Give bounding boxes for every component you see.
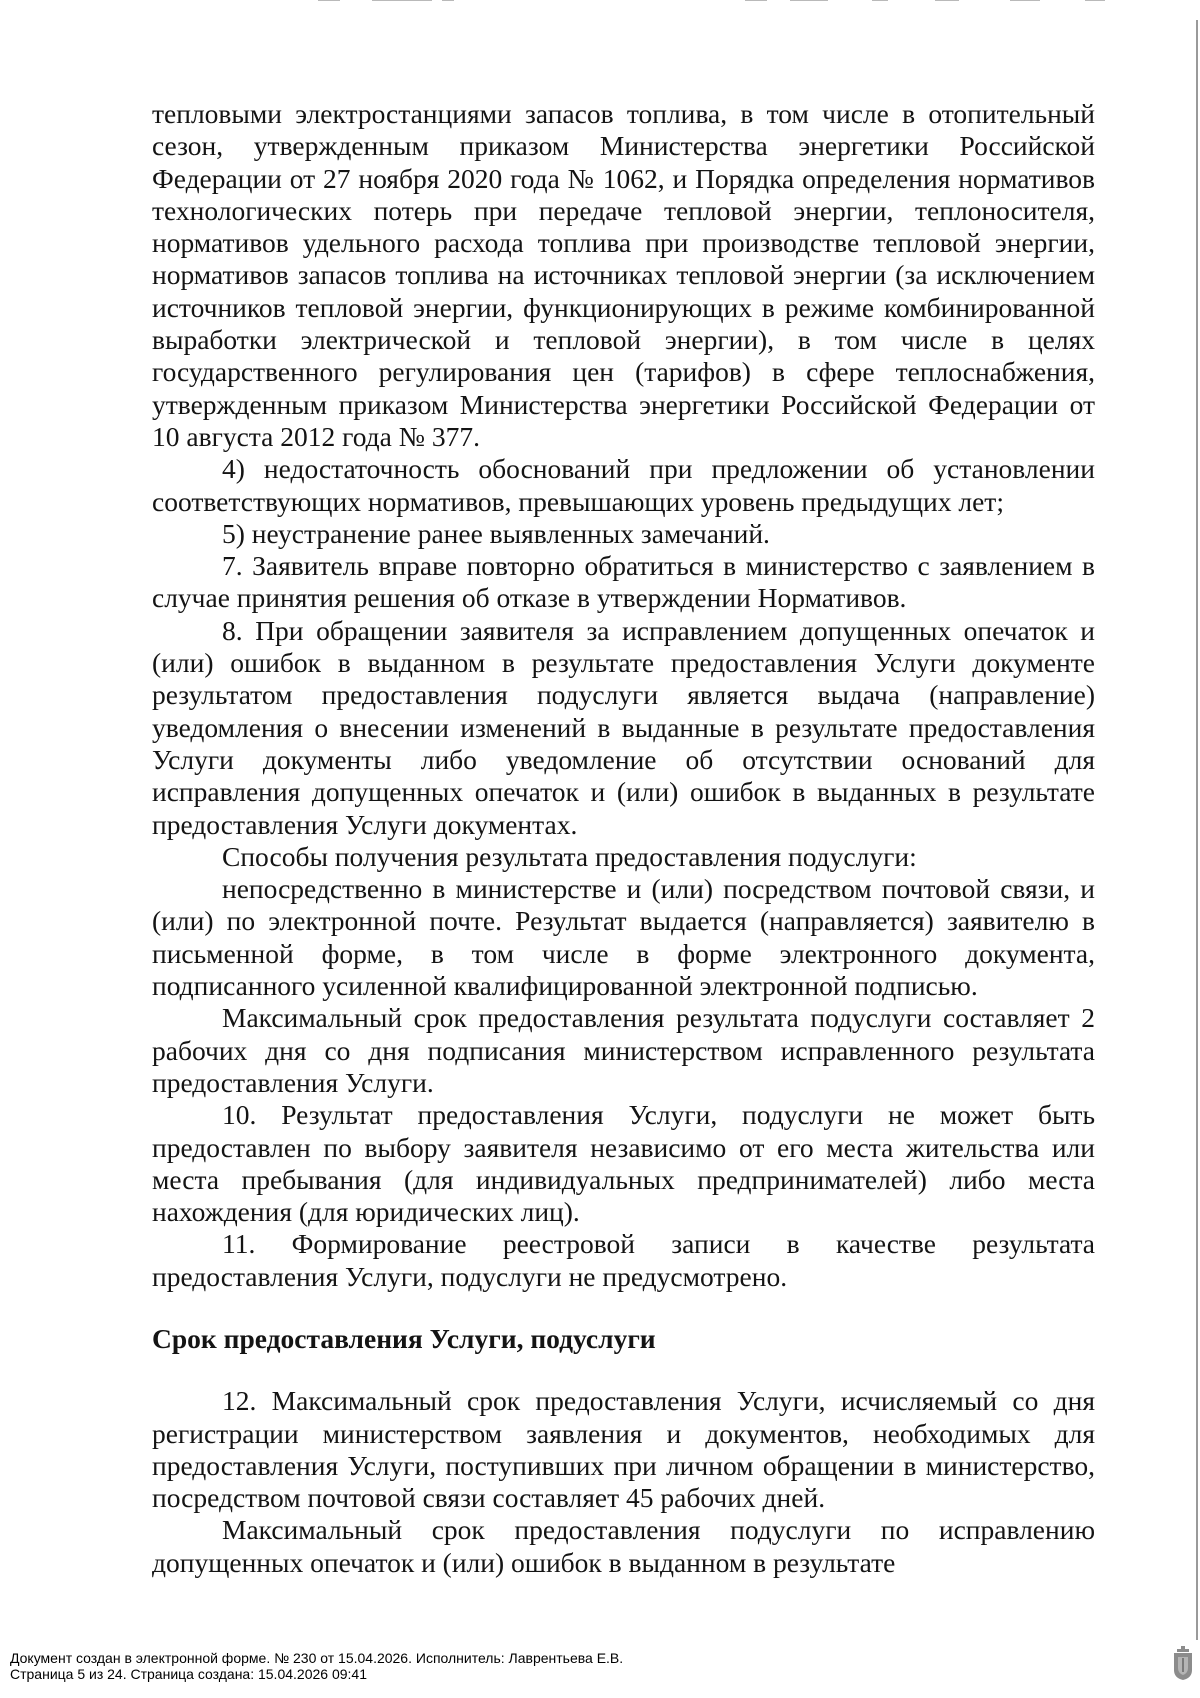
paragraph: 12. Максимальный срок предоставления Услуги, исчисляемый со дня регистрации министерством заявления и документов, необходимых для предоставления Услуги, поступивших при личном обращении в министерство, посредством почтовой связи составляет 45 рабочих дней. (152, 1385, 1095, 1514)
footer-line-creation: Документ создан в электронной форме. № 230 от 15.04.2026. Исполнитель: Лаврентьева Е.В. (10, 1650, 624, 1666)
paragraph: 5) неустранение ранее выявленных замечаний. (222, 517, 770, 549)
footer-line-page: Страница 5 из 24. Страница создана: 15.04.2026 09:41 (10, 1666, 367, 1682)
document-body (152, 98, 1095, 1579)
scan-top-artifact (0, 0, 1200, 2)
paragraph: Максимальный срок предоставления результата подуслуги составляет 2 рабочих дня со дня подписания министерством исправленного результата предоставления Услуги. (152, 1002, 1095, 1098)
coat-of-arms-icon (1172, 1646, 1194, 1680)
paragraph: 11. Формирование реестровой записи в качестве результата предоставления Услуги, подуслуги не предусмотрено. (152, 1228, 1095, 1292)
scan-right-edge (1196, 20, 1198, 1640)
paragraph: Максимальный срок предоставления подуслуги по исправлению допущенных опечаток и (или) ошибок в выданном в результате (152, 1514, 1095, 1578)
paragraph: 7. Заявитель вправе повторно обратиться в министерство с заявлением в случае принятия решения об отказе в утверждении Нормативов. (152, 550, 1095, 614)
document-footer (10, 1650, 1160, 1682)
paragraph: 10. Результат предоставления Услуги, подуслуги не может быть предоставлен по выбору заявителя независимо от его места жительства или места пребывания (для индивидуальных предпринимателей) либо места нахождения (для юридических лиц). (152, 1099, 1095, 1228)
paragraph: тепловыми электростанциями запасов топлива, в том числе в отопительный сезон, утвержденным приказом Министерства энергетики Российской Федерации от 27 ноября 2020 года № 1062, и Порядка определения нормативов технологических потерь при передаче тепловой энергии, теплоносителя, нормативов удельного расхода топлива при производстве тепловой энергии, нормативов запасов топлива на источниках тепловой энергии (за исключением источников тепловой энергии, функционирующих в режиме комбинированной выработки электрической и тепловой энергии), в том числе в целях государственного регулирования цен (тарифов) в сфере теплоснабжения, утвержденным приказом Министерства энергетики Российской Федерации от 10 августа 2012 года № 377. (152, 98, 1095, 452)
paragraph: 8. При обращении заявителя за исправлением допущенных опечаток и (или) ошибок в выданном в результате предоставления Услуги документе результатом предоставления подуслуги является выдача (направление) уведомления о внесении изменений в выданные в результате предоставления Услуги документы либо уведомление об отсутствии оснований для исправления допущенных опечаток и (или) ошибок в выданных в результате предоставления Услуги документах. (152, 614, 1095, 840)
section-heading: Срок предоставления Услуги, подуслуги (152, 1322, 656, 1354)
paragraph: непосредственно в министерстве и (или) посредством почтовой связи, и (или) по электронной почте. Результат выдается (направляется) заявителю в письменной форме, в том числе в форме электронного документа, подписанного усиленной квалифицированной электронной подписью. (152, 873, 1095, 1002)
paragraph: Способы получения результата предоставления подуслуги: (222, 840, 917, 872)
paragraph: 4) недостаточность обоснований при предложении об установлении соответствующих нормативов, превышающих уровень предыдущих лет; (152, 453, 1095, 517)
